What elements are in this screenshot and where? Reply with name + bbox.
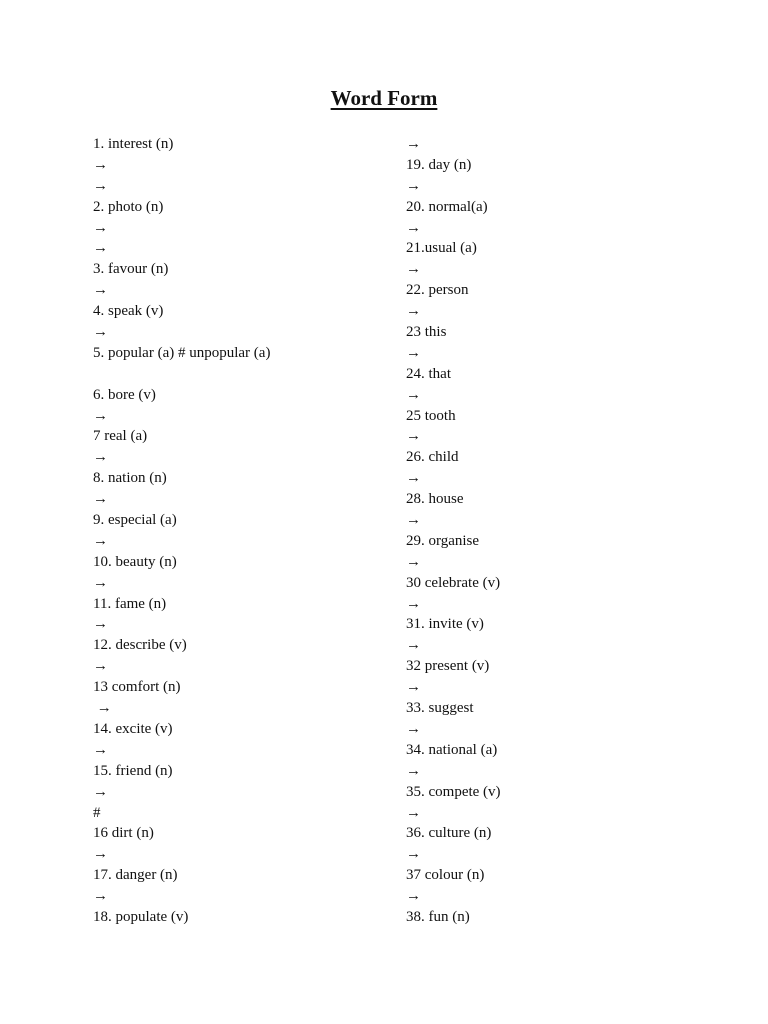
arrow-line: → — [406, 512, 421, 529]
word-entry: 7 real (a) — [93, 428, 148, 445]
word-entry: 19. day (n) — [406, 156, 472, 173]
word-entry: 32 present (v) — [406, 658, 490, 675]
arrow-line: → — [93, 658, 108, 675]
word-entry: 15. friend (n) — [93, 762, 173, 779]
arrow-line: → — [93, 491, 108, 508]
page-title: Word Form — [330, 86, 438, 110]
word-entry: 3. favour (n) — [93, 261, 169, 278]
word-entry: 31. invite (v) — [406, 616, 484, 633]
arrow-line: → — [406, 470, 421, 487]
word-entry: 22. person — [406, 282, 469, 299]
arrow-line: → — [406, 344, 421, 361]
arrow-line: → — [93, 741, 108, 758]
arrow-line: → — [93, 407, 108, 424]
arrow-line: → — [93, 240, 108, 257]
word-entry: 29. organise — [406, 532, 480, 549]
arrow-line: → — [406, 303, 421, 320]
word-entry: 14. excite (v) — [93, 720, 173, 737]
word-entry: 26. child — [406, 449, 459, 466]
arrow-line: → — [406, 595, 421, 612]
arrow-line: → — [406, 888, 421, 905]
word-entry: 21.usual (a) — [406, 240, 477, 257]
arrow-line: → — [406, 637, 421, 654]
word-entry: 20. normal(a) — [406, 198, 488, 215]
arrow-line: → — [406, 136, 421, 152]
arrow-line: → — [406, 386, 421, 403]
word-entry: 1. interest (n) — [93, 136, 174, 152]
arrow-line: → — [93, 324, 108, 341]
arrow-line: → — [93, 282, 108, 299]
word-entry: 8. nation (n) — [93, 470, 167, 487]
arrow-line: → — [93, 783, 108, 800]
word-entry: 5. popular (a) # unpopular (a) — [93, 344, 271, 361]
arrow-line: → — [406, 804, 421, 821]
word-entry: 30 celebrate (v) — [406, 574, 501, 591]
word-entry: 38. fun (n) — [406, 908, 470, 925]
word-entry: 25 tooth — [406, 407, 456, 424]
word-entry: 24. that — [406, 365, 451, 382]
arrow-line: → — [93, 846, 108, 863]
arrow-line: → — [93, 449, 108, 466]
word-entry: 16 dirt (n) — [93, 825, 154, 842]
word-entry: 2. photo (n) — [93, 198, 164, 215]
word-entry: 9. especial (a) — [93, 512, 177, 529]
word-entry: 35. compete (v) — [406, 783, 501, 800]
arrow-line: → — [93, 219, 108, 236]
arrow-line: → — [406, 177, 421, 194]
arrow-line: → — [93, 888, 108, 905]
arrow-line: → — [406, 720, 421, 737]
arrow-line: → — [93, 177, 108, 194]
arrow-line: → — [93, 616, 108, 633]
word-entry: 13 comfort (n) — [93, 679, 181, 696]
word-entry: 28. house — [406, 491, 464, 508]
word-entry: 4. speak (v) — [93, 303, 164, 320]
arrow-line: → — [406, 762, 421, 779]
word-entry: 33. suggest — [406, 700, 474, 717]
word-entry: 11. fame (n) — [93, 595, 167, 612]
blank-line — [93, 364, 393, 385]
arrow-line: → — [406, 219, 421, 236]
arrow-line: → — [93, 156, 108, 173]
arrow-line: → — [406, 428, 421, 445]
word-entry: 23 this — [406, 324, 447, 341]
word-entry: 17. danger (n) — [93, 867, 178, 884]
word-entry: 12. describe (v) — [93, 637, 187, 654]
word-entry: 10. beauty (n) — [93, 553, 177, 570]
arrow-line: → — [93, 700, 112, 717]
word-entry: # — [93, 804, 101, 821]
arrow-line: → — [406, 679, 421, 696]
arrow-line: → — [406, 261, 421, 278]
word-entry: 34. national (a) — [406, 741, 498, 758]
arrow-line: → — [93, 532, 108, 549]
arrow-line: → — [406, 553, 421, 570]
word-entry: 36. culture (n) — [406, 825, 492, 842]
arrow-line: → — [406, 846, 421, 863]
right-column — [406, 134, 706, 928]
arrow-line: → — [93, 574, 108, 591]
word-entry: 37 colour (n) — [406, 867, 485, 884]
left-column — [93, 134, 393, 928]
word-entry: 18. populate (v) — [93, 908, 189, 925]
word-entry: 6. bore (v) — [93, 386, 156, 403]
